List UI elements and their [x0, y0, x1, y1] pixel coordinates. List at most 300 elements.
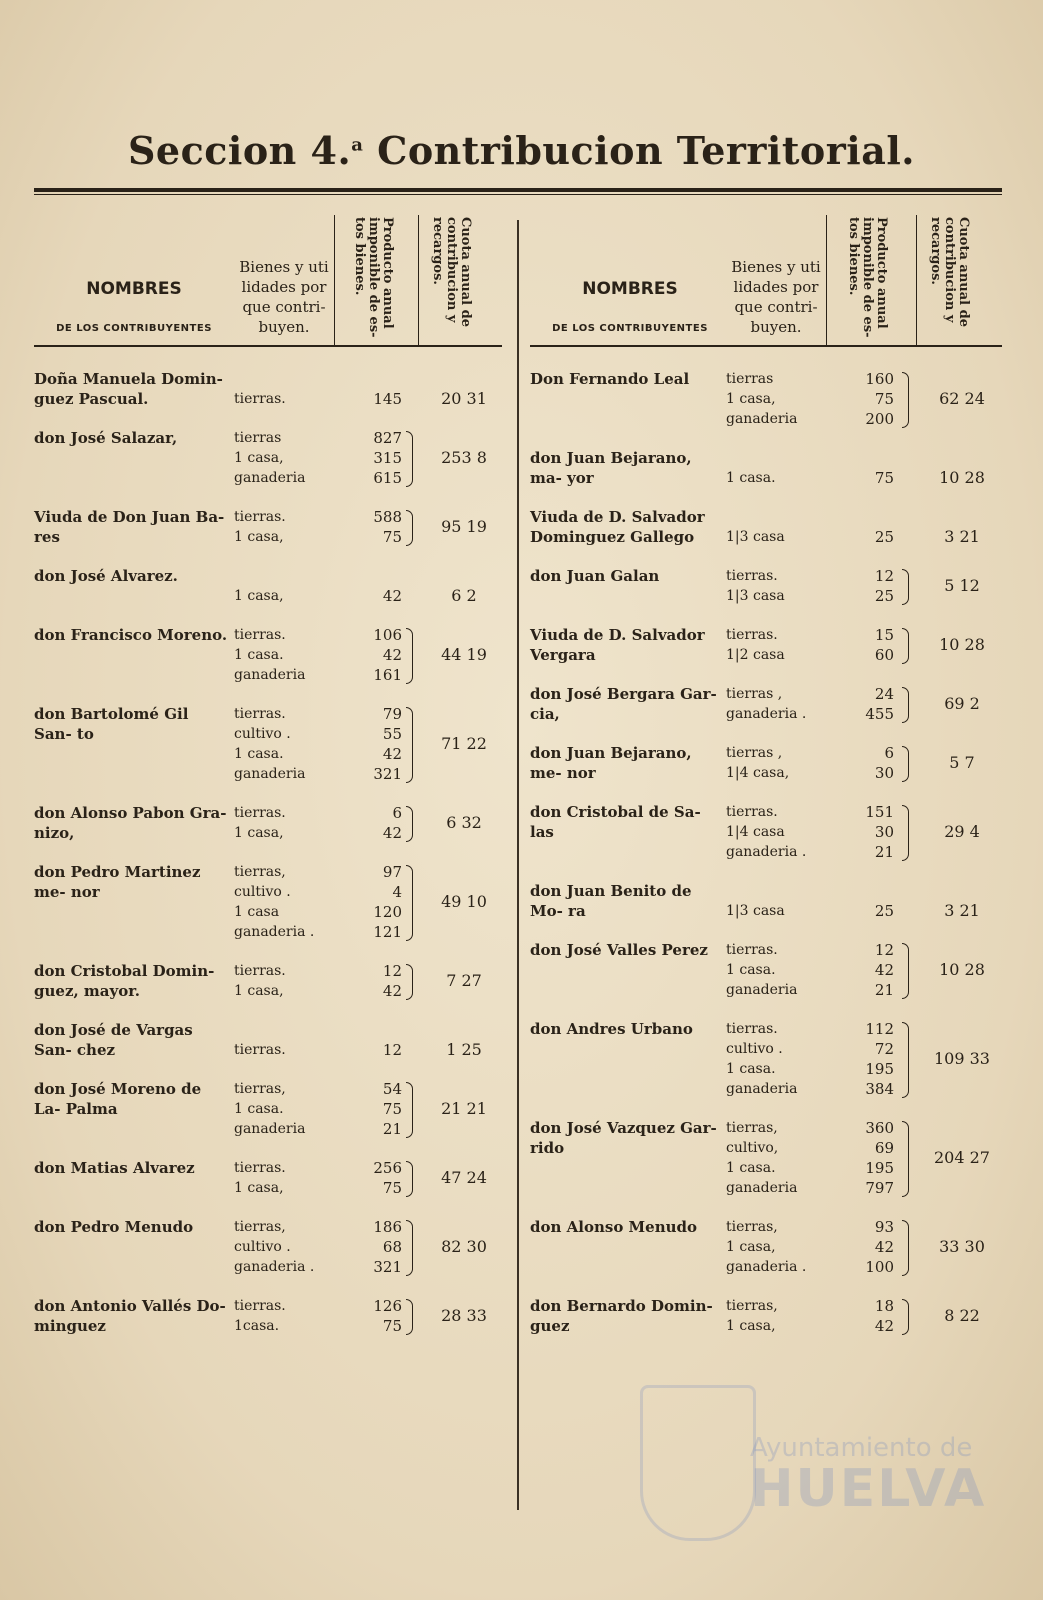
property-list [726, 566, 822, 606]
annual-quota: 44 19 [441, 645, 487, 664]
contributor-name: don Pedro Menudo [34, 1218, 194, 1236]
header-bienes: Bienes y uti lidades por que contri- buyen. [239, 258, 329, 336]
property-list [726, 802, 822, 862]
property-list [726, 1296, 822, 1336]
header-vline [334, 215, 335, 345]
product-value: 4 [392, 883, 402, 901]
property-item: 1 casa, [726, 391, 776, 407]
ledger-entry [34, 803, 502, 843]
contributor-name: don José Bergara Gar- cia, [530, 685, 717, 723]
product-value: 42 [874, 961, 894, 979]
property-item: tierras , [726, 686, 783, 702]
property-item: ganaderia [726, 1081, 798, 1097]
annual-quota: 21 21 [441, 1099, 487, 1118]
product-value: 21 [874, 843, 894, 861]
property-item: tierras, [234, 1219, 286, 1235]
product-value: 384 [865, 1080, 894, 1098]
property-item: tierras, [234, 1081, 286, 1097]
property-item: cultivo, [726, 1140, 779, 1156]
brace-mark [406, 1299, 413, 1335]
annual-quota: 62 24 [939, 389, 985, 408]
annual-quota: 82 30 [441, 1237, 487, 1256]
watermark [640, 1385, 987, 1545]
annual-quota: 29 4 [944, 822, 980, 841]
property-item: 1 casa. [726, 1061, 776, 1077]
product-value: 120 [373, 903, 402, 921]
title-rest: Contribucion Territorial. [377, 128, 916, 173]
property-list [726, 1217, 822, 1277]
brace-mark [902, 943, 909, 999]
product-values [334, 507, 402, 547]
coat-of-arms-icon [640, 1385, 756, 1541]
contributor-name: don José Salazar, [34, 429, 178, 447]
product-value: 160 [865, 370, 894, 388]
ledger-entry [530, 448, 1002, 488]
property-item: 1 casa. [234, 647, 284, 663]
ledger-entry [530, 625, 1002, 665]
product-value: 12 [382, 1041, 402, 1059]
brace-mark [406, 510, 413, 546]
left-header [34, 215, 502, 347]
product-values [826, 1217, 894, 1277]
contributor-name: don Alonso Pabon Gra- nizo, [34, 804, 227, 842]
property-item: ganaderia . [726, 706, 807, 722]
annual-quota: 253 8 [441, 448, 487, 467]
product-value: 42 [874, 1238, 894, 1256]
product-value: 42 [382, 587, 402, 605]
property-item: 1 casa, [234, 588, 284, 604]
property-item: 1 casa, [234, 825, 284, 841]
watermark-line2: HUELVA [750, 1459, 987, 1519]
product-value: 151 [865, 803, 894, 821]
property-item: ganaderia . [234, 1259, 315, 1275]
property-item: ganaderia . [726, 1259, 807, 1275]
property-item: tierras [726, 371, 774, 387]
ledger-entry [530, 507, 1002, 547]
contributor-name: don Pedro Martinez me- nor [34, 863, 201, 901]
product-value: 75 [382, 1100, 402, 1118]
property-list [726, 1019, 822, 1099]
product-value: 79 [382, 705, 402, 723]
property-item: tierras. [726, 627, 778, 643]
annual-quota: 10 28 [939, 960, 985, 979]
ledger-entry [530, 1019, 1002, 1099]
annual-quota: 28 33 [441, 1306, 487, 1325]
product-value: 12 [874, 941, 894, 959]
product-value: 97 [382, 863, 402, 881]
contributor-name: don Juan Galan [530, 567, 660, 585]
ledger-entry [34, 507, 502, 547]
annual-quota: 6 32 [446, 813, 482, 832]
contributor-name: don Matias Alvarez [34, 1159, 195, 1177]
property-item: tierras, [726, 1219, 778, 1235]
property-list [726, 468, 822, 488]
ledger-entry [34, 369, 502, 409]
property-list [726, 684, 822, 724]
annual-quota: 95 19 [441, 517, 487, 536]
ledger-entry [530, 369, 1002, 429]
property-item: 1 casa. [726, 1160, 776, 1176]
ledger-entry [34, 1217, 502, 1277]
product-values [334, 704, 402, 784]
contributor-name: don Francisco Moreno. [34, 626, 228, 644]
property-item: cultivo . [726, 1041, 783, 1057]
product-values [826, 566, 894, 606]
property-item: tierras. [234, 627, 286, 643]
product-value: 6 [392, 804, 402, 822]
product-value: 75 [382, 528, 402, 546]
property-item: ganaderia [234, 667, 306, 683]
product-value: 30 [874, 823, 894, 841]
contributor-name: Doña Manuela Domin- guez Pascual. [34, 370, 223, 408]
title-main: Seccion 4. [127, 128, 352, 173]
property-list [234, 586, 330, 606]
contributor-name: don Antonio Vallés Do- minguez [34, 1297, 226, 1335]
property-item: tierras. [726, 1021, 778, 1037]
annual-quota: 204 27 [934, 1148, 990, 1167]
brace-mark [902, 372, 909, 428]
product-values [334, 586, 402, 606]
header-vline [418, 215, 419, 345]
annual-quota: 109 33 [934, 1049, 990, 1068]
header-names: NOMBRES [582, 279, 678, 299]
ledger-entry [530, 566, 1002, 606]
product-value: 69 [874, 1139, 894, 1157]
property-item: tierras, [726, 1298, 778, 1314]
property-item: tierras. [234, 1160, 286, 1176]
property-item: ganaderia [234, 470, 306, 486]
brace-mark [406, 1220, 413, 1276]
product-value: 121 [373, 923, 402, 941]
brace-mark [902, 569, 909, 605]
header-names-sub: DE LOS CONTRIBUYENTES [56, 323, 212, 334]
annual-quota: 8 22 [944, 1306, 980, 1325]
property-item: tierras. [726, 942, 778, 958]
page-title [0, 128, 1043, 173]
property-list [234, 1079, 330, 1139]
product-value: 75 [382, 1317, 402, 1335]
property-item: tierras. [234, 1298, 286, 1314]
brace-mark [902, 746, 909, 782]
brace-mark [902, 628, 909, 664]
property-item: 1|3 casa [726, 529, 785, 545]
product-value: 112 [865, 1020, 894, 1038]
property-list [726, 743, 822, 783]
product-values [826, 369, 894, 429]
property-list [234, 1296, 330, 1336]
brace-mark [406, 431, 413, 487]
contributor-name: don Alonso Menudo [530, 1218, 697, 1236]
product-value: 455 [865, 705, 894, 723]
product-values [334, 961, 402, 1001]
title-rule [34, 188, 1002, 192]
property-list [726, 369, 822, 429]
ledger-entry [34, 1079, 502, 1139]
product-values [826, 940, 894, 1000]
product-value: 6 [884, 744, 894, 762]
product-value: 12 [382, 962, 402, 980]
product-value: 126 [373, 1297, 402, 1315]
property-item: ganaderia [234, 1121, 306, 1137]
product-values [826, 802, 894, 862]
property-item: 1 casa. [726, 470, 776, 486]
ledger-entry [530, 1217, 1002, 1277]
property-list [234, 1040, 330, 1060]
property-item: tierras. [234, 805, 286, 821]
ledger-entry [530, 743, 1002, 783]
ledger-entry [34, 428, 502, 488]
annual-quota: 10 28 [939, 635, 985, 654]
property-list [234, 1158, 330, 1198]
property-item: cultivo . [234, 884, 291, 900]
product-values [334, 1040, 402, 1060]
product-value: 186 [373, 1218, 402, 1236]
product-value: 321 [373, 765, 402, 783]
product-value: 93 [874, 1218, 894, 1236]
brace-mark [902, 805, 909, 861]
property-list [726, 625, 822, 665]
product-values [334, 803, 402, 843]
ledger-entry [530, 940, 1002, 1000]
brace-mark [902, 1220, 909, 1276]
product-value: 24 [874, 685, 894, 703]
product-value: 42 [382, 982, 402, 1000]
property-item: 1|4 casa [726, 824, 785, 840]
property-item: ganaderia [234, 766, 306, 782]
ledger-entry [34, 1296, 502, 1336]
property-item: tierras. [726, 568, 778, 584]
property-item: tierras. [234, 391, 286, 407]
product-values [826, 1019, 894, 1099]
title-sup: a [351, 134, 364, 156]
product-value: 195 [865, 1060, 894, 1078]
property-item: 1|2 casa [726, 647, 785, 663]
product-value: 145 [373, 390, 402, 408]
property-item: tierras. [234, 706, 286, 722]
product-value: 321 [373, 1258, 402, 1276]
property-item: tierras. [234, 1042, 286, 1058]
header-producto: Producto anual imponible de es- tos bienes. [846, 217, 889, 338]
header-vline [916, 215, 917, 345]
product-value: 25 [874, 587, 894, 605]
product-values [826, 684, 894, 724]
property-item: ganaderia . [234, 924, 315, 940]
brace-mark [406, 1161, 413, 1197]
product-value: 75 [874, 469, 894, 487]
product-values [826, 901, 894, 921]
header-bienes: Bienes y uti lidades por que contri- buyen. [731, 258, 821, 336]
contributor-name: don Andres Urbano [530, 1020, 693, 1038]
annual-quota: 49 10 [441, 892, 487, 911]
ledger-entry [530, 1118, 1002, 1198]
contributor-name: Viuda de D. Salvador Dominguez Gallego [530, 508, 705, 546]
left-column [34, 215, 502, 1335]
contributor-name: don José Moreno de La- Palma [34, 1080, 202, 1118]
property-item: ganaderia [726, 982, 798, 998]
product-value: 25 [874, 902, 894, 920]
property-item: ganaderia [726, 411, 798, 427]
product-values [334, 862, 402, 942]
product-value: 42 [382, 646, 402, 664]
product-value: 12 [874, 567, 894, 585]
brace-mark [406, 1082, 413, 1138]
property-list [234, 389, 330, 409]
product-value: 195 [865, 1159, 894, 1177]
contributor-name: don Cristobal de Sa- las [530, 803, 701, 841]
product-value: 25 [874, 528, 894, 546]
brace-mark [902, 1121, 909, 1197]
contributor-name: Viuda de D. Salvador Vergara [530, 626, 705, 664]
brace-mark [406, 628, 413, 684]
annual-quota: 1 25 [446, 1040, 482, 1059]
ledger-entry [34, 625, 502, 685]
product-values [826, 1118, 894, 1198]
property-item: 1 casa, [234, 983, 284, 999]
product-value: 106 [373, 626, 402, 644]
product-value: 200 [865, 410, 894, 428]
product-values [334, 428, 402, 488]
contributor-name: don José Vazquez Gar- rido [530, 1119, 717, 1157]
annual-quota: 5 12 [944, 576, 980, 595]
product-value: 42 [382, 745, 402, 763]
property-item: tierras, [726, 1120, 778, 1136]
contributor-name: don Juan Benito de Mo- ra [530, 882, 692, 920]
product-value: 75 [382, 1179, 402, 1197]
annual-quota: 71 22 [441, 734, 487, 753]
property-list [234, 428, 330, 488]
product-values [826, 625, 894, 665]
property-item: 1 casa. [726, 962, 776, 978]
contributor-name: don Juan Bejarano, ma- yor [530, 449, 692, 487]
ledger-entry [530, 802, 1002, 862]
annual-quota: 33 30 [939, 1237, 985, 1256]
property-list [234, 625, 330, 685]
header-cuota: Cuota anual de contribucion y recargos. [928, 217, 971, 327]
property-item: tierras. [234, 509, 286, 525]
ledger-entry [530, 684, 1002, 724]
property-list [726, 901, 822, 921]
product-value: 60 [874, 646, 894, 664]
brace-mark [406, 865, 413, 941]
product-value: 18 [874, 1297, 894, 1315]
product-value: 161 [373, 666, 402, 684]
product-value: 42 [874, 1317, 894, 1335]
product-values [334, 389, 402, 409]
brace-mark [902, 1022, 909, 1098]
header-cuota: Cuota anual de contribucion y recargos. [430, 217, 473, 327]
property-item: 1 casa, [234, 450, 284, 466]
contributor-name: don José de Vargas San- chez [34, 1021, 193, 1059]
property-item: 1|4 casa, [726, 765, 790, 781]
annual-quota: 47 24 [441, 1168, 487, 1187]
property-item: tierras. [726, 804, 778, 820]
property-item: 1 casa, [234, 1180, 284, 1196]
product-value: 615 [373, 469, 402, 487]
property-item: 1 casa. [234, 746, 284, 762]
contributor-name: Viuda de Don Juan Ba- res [34, 508, 225, 546]
product-value: 54 [382, 1080, 402, 1098]
property-item: 1 casa, [726, 1318, 776, 1334]
contributor-name: don Bernardo Domin- guez [530, 1297, 713, 1335]
property-item: 1 casa [234, 904, 280, 920]
product-values [334, 1158, 402, 1198]
brace-mark [902, 1299, 909, 1335]
product-values [334, 1296, 402, 1336]
contributor-name: don José Alvarez. [34, 567, 178, 585]
ledger-entry [34, 961, 502, 1001]
product-value: 55 [382, 725, 402, 743]
property-list [726, 1118, 822, 1198]
property-item: 1|3 casa [726, 588, 785, 604]
property-item: tierras , [726, 745, 783, 761]
right-column [530, 215, 1002, 1335]
product-values [826, 527, 894, 547]
product-values [334, 625, 402, 685]
product-values [826, 468, 894, 488]
product-value: 588 [373, 508, 402, 526]
property-list [726, 940, 822, 1000]
contributor-name: don Juan Bejarano, me- nor [530, 744, 692, 782]
ledger-entry [530, 881, 1002, 921]
contributor-name: don Bartolomé Gil San- to [34, 705, 189, 743]
annual-quota: 5 7 [949, 753, 975, 772]
product-value: 72 [874, 1040, 894, 1058]
ledger-entry [34, 1020, 502, 1060]
product-value: 315 [373, 449, 402, 467]
property-item: cultivo . [234, 726, 291, 742]
product-value: 100 [865, 1258, 894, 1276]
watermark-line1: Ayuntamiento de [750, 1433, 973, 1463]
brace-mark [406, 806, 413, 842]
property-item: tierras, [234, 864, 286, 880]
property-list [726, 527, 822, 547]
header-vline [826, 215, 827, 345]
brace-mark [406, 964, 413, 1000]
property-item: tierras [234, 430, 282, 446]
product-values [826, 1296, 894, 1336]
annual-quota: 10 28 [939, 468, 985, 487]
property-item: cultivo . [234, 1239, 291, 1255]
product-values [334, 1079, 402, 1139]
header-names-sub: DE LOS CONTRIBUYENTES [552, 323, 708, 334]
brace-mark [902, 687, 909, 723]
product-value: 75 [874, 390, 894, 408]
contributor-name: don Cristobal Domin- guez, mayor. [34, 962, 215, 1000]
property-list [234, 803, 330, 843]
property-item: 1 casa. [234, 1101, 284, 1117]
ledger-entry [530, 1296, 1002, 1336]
product-value: 42 [382, 824, 402, 842]
annual-quota: 69 2 [944, 694, 980, 713]
property-item: 1 casa, [726, 1239, 776, 1255]
ledger-entry [34, 1158, 502, 1198]
property-list [234, 961, 330, 1001]
product-value: 21 [382, 1120, 402, 1138]
column-divider [517, 220, 519, 1510]
contributor-name: don José Valles Perez [530, 941, 708, 959]
annual-quota: 20 31 [441, 389, 487, 408]
property-list [234, 1217, 330, 1277]
title-rule-thin [34, 194, 1002, 195]
property-list [234, 507, 330, 547]
product-value: 21 [874, 981, 894, 999]
product-value: 15 [874, 626, 894, 644]
property-item: ganaderia . [726, 844, 807, 860]
property-list [234, 862, 330, 942]
contributor-name: Don Fernando Leal [530, 370, 690, 388]
annual-quota: 6 2 [451, 586, 477, 605]
annual-quota: 3 21 [944, 901, 980, 920]
